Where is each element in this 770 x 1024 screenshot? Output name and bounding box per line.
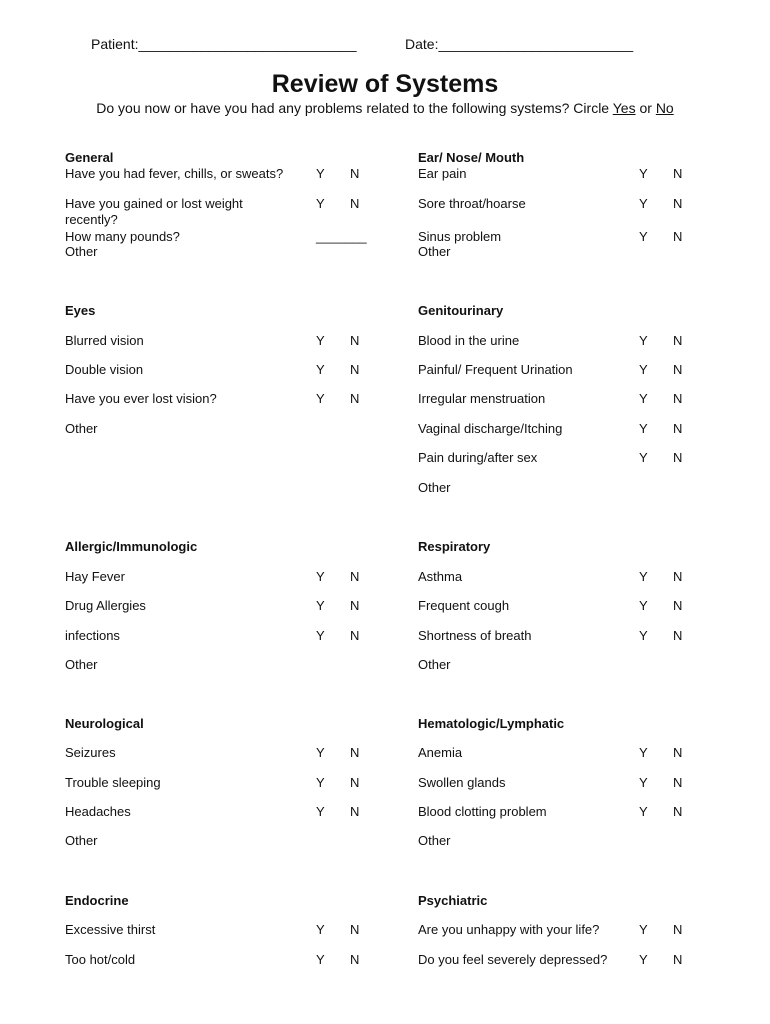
other-genito: Other — [418, 480, 451, 495]
no-option[interactable]: N — [673, 804, 683, 819]
intro-or: or — [635, 100, 656, 116]
no-option[interactable]: N — [673, 598, 683, 613]
yes-option[interactable]: Y — [316, 804, 325, 819]
no-option[interactable]: N — [350, 391, 360, 406]
no-option[interactable]: N — [350, 745, 360, 760]
yes-option[interactable]: Y — [639, 421, 648, 436]
section-title-eyes: Eyes — [65, 303, 96, 318]
intro-yes: Yes — [612, 100, 636, 116]
question-sinus: Sinus problem — [418, 229, 502, 244]
no-option[interactable]: N — [350, 628, 360, 643]
intro-no: No — [655, 100, 674, 116]
yes-option[interactable]: Y — [316, 952, 325, 967]
question-lost-vision: Have you ever lost vision? — [65, 391, 217, 406]
question-asthma: Asthma — [418, 569, 463, 584]
yes-option[interactable]: Y — [639, 804, 648, 819]
other-hema: Other — [418, 833, 451, 848]
question-hot-cold: Too hot/cold — [65, 952, 136, 967]
no-option[interactable]: N — [673, 450, 683, 465]
other-ear: Other — [418, 244, 451, 259]
question-drug-allergies: Drug Allergies — [65, 598, 146, 613]
yes-option[interactable]: Y — [639, 598, 648, 613]
yes-option[interactable]: Y — [316, 196, 325, 211]
no-option[interactable]: N — [673, 166, 683, 181]
no-option[interactable]: N — [673, 333, 683, 348]
yes-option[interactable]: Y — [639, 229, 648, 244]
section-title-endo: Endocrine — [65, 893, 129, 908]
no-option[interactable]: N — [673, 196, 683, 211]
yes-option[interactable]: Y — [316, 166, 325, 181]
no-option[interactable]: N — [673, 229, 683, 244]
intro-text — [0, 100, 770, 116]
yes-option[interactable]: Y — [316, 598, 325, 613]
question-cough: Frequent cough — [418, 598, 510, 613]
yes-option[interactable]: Y — [639, 333, 648, 348]
section-title-hema: Hematologic/Lymphatic — [418, 716, 565, 731]
pounds-blank[interactable]: _______ — [316, 229, 367, 244]
no-option[interactable]: N — [673, 952, 683, 967]
question-thirst: Excessive thirst — [65, 922, 156, 937]
no-option[interactable]: N — [350, 952, 360, 967]
date-field[interactable]: Date:_________________________ — [405, 36, 634, 52]
yes-option[interactable]: Y — [639, 952, 648, 967]
yes-option[interactable]: Y — [639, 775, 648, 790]
question-discharge: Vaginal discharge/Itching — [418, 421, 563, 436]
no-option[interactable]: N — [673, 922, 683, 937]
patient-field[interactable]: Patient:____________________________ — [91, 36, 357, 52]
no-option[interactable]: N — [350, 804, 360, 819]
question-urination: Painful/ Frequent Urination — [418, 362, 573, 377]
other-eyes: Other — [65, 421, 98, 436]
no-option[interactable]: N — [350, 333, 360, 348]
yes-option[interactable]: Y — [316, 745, 325, 760]
no-option[interactable]: N — [673, 421, 683, 436]
yes-option[interactable]: Y — [639, 391, 648, 406]
no-option[interactable]: N — [673, 745, 683, 760]
no-option[interactable]: N — [350, 569, 360, 584]
question-menstruation: Irregular menstruation — [418, 391, 546, 406]
intro-sentence: Do you now or have you had any problems related to the following systems? Circle — [96, 100, 613, 116]
question-pounds: How many pounds? — [65, 229, 180, 244]
yes-option[interactable]: Y — [639, 628, 648, 643]
other-neuro: Other — [65, 833, 98, 848]
section-title-genito: Genitourinary — [418, 303, 504, 318]
question-seizures: Seizures — [65, 745, 116, 760]
question-clotting: Blood clotting problem — [418, 804, 547, 819]
no-option[interactable]: N — [350, 196, 360, 211]
no-option[interactable]: N — [673, 362, 683, 377]
yes-option[interactable]: Y — [639, 362, 648, 377]
yes-option[interactable]: Y — [316, 775, 325, 790]
yes-option[interactable]: Y — [639, 745, 648, 760]
question-infections: infections — [65, 628, 120, 643]
yes-option[interactable]: Y — [639, 196, 648, 211]
question-depressed: Do you feel severely depressed? — [418, 952, 608, 967]
question-hay-fever: Hay Fever — [65, 569, 125, 584]
other-resp: Other — [418, 657, 451, 672]
no-option[interactable]: N — [673, 775, 683, 790]
yes-option[interactable]: Y — [316, 391, 325, 406]
yes-option[interactable]: Y — [316, 569, 325, 584]
yes-option[interactable]: Y — [316, 362, 325, 377]
no-option[interactable]: N — [673, 569, 683, 584]
question-double: Double vision — [65, 362, 144, 377]
question-weight: Have you gained or lost weight — [65, 196, 243, 211]
section-title-neuro: Neurological — [65, 716, 144, 731]
no-option[interactable]: N — [673, 628, 683, 643]
no-option[interactable]: N — [350, 362, 360, 377]
other-allergic: Other — [65, 657, 98, 672]
section-title-allergic: Allergic/Immunologic — [65, 539, 198, 554]
section-title-ear: Ear/ Nose/ Mouth — [418, 150, 525, 165]
question-ear-pain: Ear pain — [418, 166, 467, 181]
no-option[interactable]: N — [350, 598, 360, 613]
yes-option[interactable]: Y — [639, 569, 648, 584]
question-anemia: Anemia — [418, 745, 463, 760]
question-sleeping: Trouble sleeping — [65, 775, 161, 790]
question-weight-cont: recently? — [65, 212, 118, 227]
question-unhappy: Are you unhappy with your life? — [418, 922, 600, 937]
question-fever: Have you had fever, chills, or sweats? — [65, 166, 284, 181]
section-title-general: General — [65, 150, 114, 165]
no-option[interactable]: N — [350, 166, 360, 181]
question-glands: Swollen glands — [418, 775, 506, 790]
yes-option[interactable]: Y — [316, 922, 325, 937]
question-breath: Shortness of breath — [418, 628, 532, 643]
no-option[interactable]: N — [350, 775, 360, 790]
page-title: Review of Systems — [271, 70, 499, 98]
yes-option[interactable]: Y — [316, 333, 325, 348]
no-option[interactable]: N — [350, 922, 360, 937]
section-title-resp: Respiratory — [418, 539, 491, 554]
yes-option[interactable]: Y — [639, 922, 648, 937]
question-blood-urine: Blood in the urine — [418, 333, 520, 348]
question-headaches: Headaches — [65, 804, 131, 819]
other-general: Other — [65, 244, 98, 259]
section-title-psych: Psychiatric — [418, 893, 488, 908]
question-pain-sex: Pain during/after sex — [418, 450, 538, 465]
yes-option[interactable]: Y — [316, 628, 325, 643]
yes-option[interactable]: Y — [639, 450, 648, 465]
yes-option[interactable]: Y — [639, 166, 648, 181]
question-sore-throat: Sore throat/hoarse — [418, 196, 526, 211]
question-blurred: Blurred vision — [65, 333, 144, 348]
no-option[interactable]: N — [673, 391, 683, 406]
